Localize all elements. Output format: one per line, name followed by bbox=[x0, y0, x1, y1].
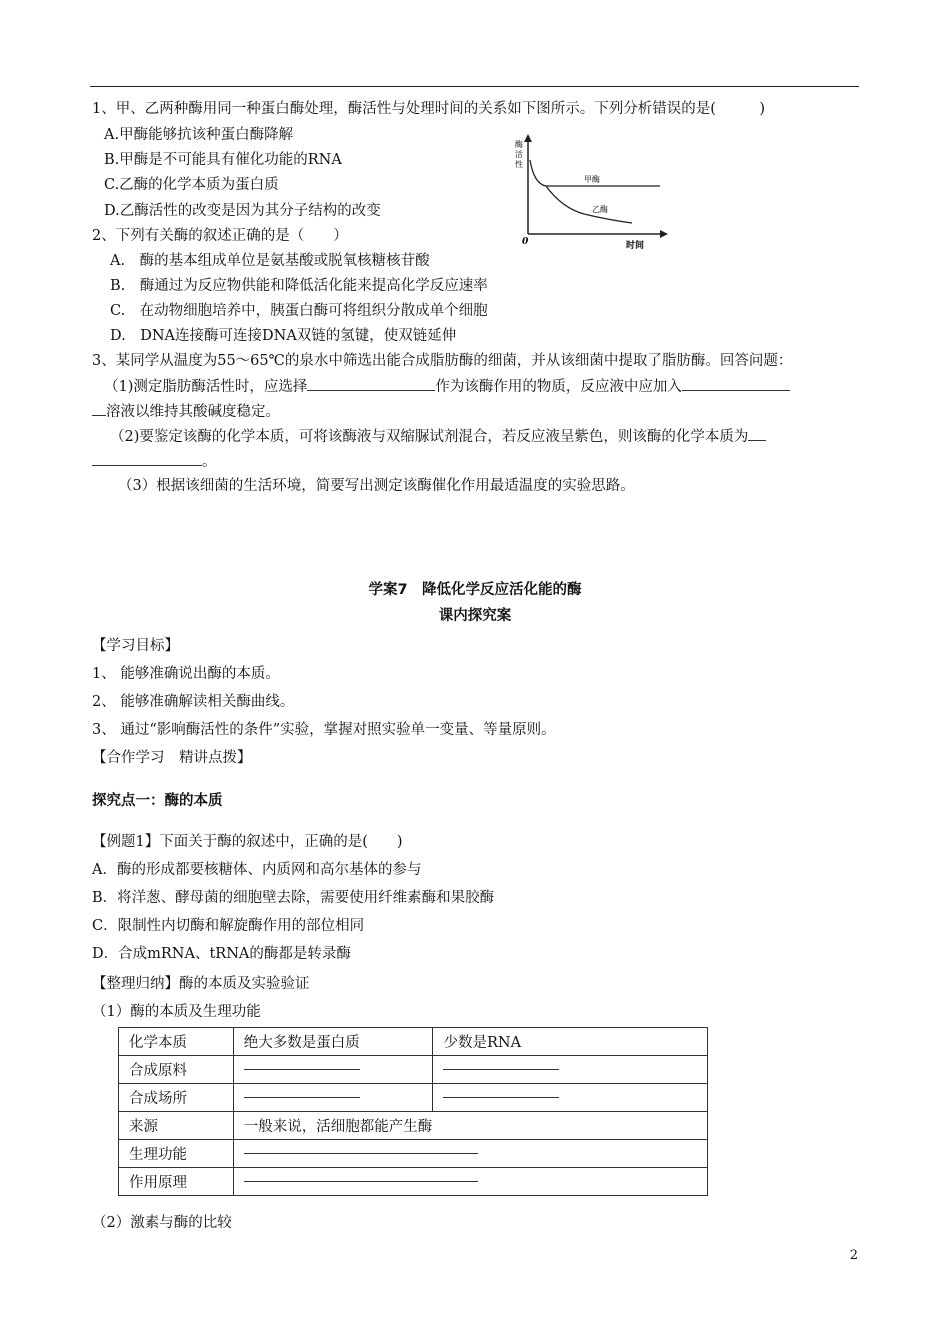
subsection-2: （2）激素与酶的比较 bbox=[92, 1215, 232, 1231]
q2-option-d: D. DNA连接酶可连接DNA双链的氢键，使双链延伸 bbox=[110, 328, 457, 344]
q1-option-b: B.甲酶是不可能具有催化功能的RNA bbox=[104, 152, 342, 168]
blank-line bbox=[443, 1069, 559, 1070]
table-cell: 来源 bbox=[119, 1112, 234, 1140]
q2-stem: 2、下列有关酶的叙述正确的是（ ） bbox=[92, 228, 348, 244]
table-row bbox=[119, 1140, 708, 1168]
example1-option-a: A．酶的形成都要核糖体、内质网和高尔基体的参与 bbox=[92, 862, 422, 878]
q3-part3: （3）根据该细菌的生活环境，简要写出测定该酶催化作用最适温度的实验思路。 bbox=[118, 478, 635, 494]
q1-stem: 1、甲、乙两种酶用同一种蛋白酶处理，酶活性与处理时间的关系如下图所示。下列分析错误的是( ) bbox=[92, 101, 766, 117]
table-cell: 生理功能 bbox=[119, 1140, 234, 1168]
summary-heading: 【整理归纳】酶的本质及实验验证 bbox=[92, 976, 310, 992]
curve-b bbox=[546, 186, 632, 223]
q3-blank-buffer-cont bbox=[92, 401, 106, 416]
subsection-1: （1）酶的本质及生理功能 bbox=[92, 1004, 261, 1020]
q3-part1-text-c: 溶液以维持其酸碱度稳定。 bbox=[106, 404, 280, 420]
table-row bbox=[119, 1084, 708, 1112]
blank-line bbox=[244, 1097, 360, 1098]
example1-option-b: B．将洋葱、酵母菌的细胞壁去除，需要使用纤维素酶和果胶酶 bbox=[92, 890, 495, 906]
point1-heading: 探究点一：酶的本质 bbox=[92, 793, 223, 809]
table-cell-blank bbox=[233, 1168, 707, 1196]
q2-option-b: B. 酶通过为反应物供能和降低活化能来提高化学反应速率 bbox=[110, 278, 488, 294]
table-cell-blank bbox=[433, 1056, 708, 1084]
blank-line bbox=[244, 1069, 360, 1070]
blank-line bbox=[244, 1153, 478, 1154]
q3-blank-buffer bbox=[682, 376, 790, 391]
curve-a-label: 甲酶 bbox=[584, 175, 600, 184]
q2-option-c: C. 在动物细胞培养中，胰蛋白酶可将组织分散成单个细胞 bbox=[110, 303, 488, 319]
table-cell: 作用原理 bbox=[119, 1168, 234, 1196]
example1-stem: 【例题1】下面关于酶的叙述中，正确的是( ) bbox=[92, 834, 403, 850]
table-cell-blank bbox=[233, 1084, 433, 1112]
x-axis-arrow bbox=[660, 230, 668, 238]
table-cell-blank bbox=[233, 1056, 433, 1084]
q1-option-d: D.乙酶活性的改变是因为其分子结构的改变 bbox=[104, 203, 381, 219]
curve-b-label: 乙酶 bbox=[592, 205, 608, 214]
table-cell-blank bbox=[233, 1140, 707, 1168]
coop-heading: 【合作学习 精讲点拨】 bbox=[92, 750, 252, 766]
q2-option-a: A. 酶的基本组成单位是氨基酸或脱氧核糖核苷酸 bbox=[110, 253, 430, 269]
q3-part1-text-b: 作为该酶作用的物质，反应液中应加入 bbox=[435, 379, 682, 395]
table-row bbox=[119, 1056, 708, 1084]
example1-option-d: D．合成mRNA、tRNA的酶都是转录酶 bbox=[92, 946, 351, 962]
q3-part2-line1 bbox=[110, 426, 766, 447]
q1-option-a: A.甲酶能够抗该种蛋白酶降解 bbox=[104, 127, 294, 143]
page-number: 2 bbox=[849, 1248, 858, 1263]
page-title: 学案7 降低化学反应活化能的酶 bbox=[368, 582, 582, 598]
origin-label: 0 bbox=[522, 237, 529, 247]
x-label: 时间 bbox=[626, 241, 645, 251]
q3-part1-line2 bbox=[92, 401, 280, 422]
q3-blank-nature-cont bbox=[92, 451, 202, 466]
enzyme-activity-graph bbox=[514, 130, 674, 252]
q3-part2-text-b: 。 bbox=[202, 454, 217, 470]
blank-line bbox=[443, 1097, 559, 1098]
q3-part2-line2 bbox=[92, 451, 217, 472]
q3-part1-text-a: （1)测定脂肪酶活性时，应选择 bbox=[104, 379, 308, 395]
blank-line bbox=[244, 1181, 478, 1182]
top-rule bbox=[90, 86, 859, 87]
y-axis-arrow bbox=[524, 134, 532, 142]
q1-option-c: C.乙酶的化学本质为蛋白质 bbox=[104, 177, 279, 193]
q3-part1-line1 bbox=[104, 376, 790, 397]
goal-1: 1、 能够准确说出酶的本质。 bbox=[92, 666, 280, 682]
table-cell: 绝大多数是蛋白质 bbox=[233, 1028, 433, 1056]
table-row bbox=[119, 1112, 708, 1140]
goal-3: 3、 通过“影响酶活性的条件”实验，掌握对照实验单一变量、等量原则。 bbox=[92, 722, 556, 738]
enzyme-essence-table bbox=[118, 1027, 708, 1196]
table-cell: 少数是RNA bbox=[433, 1028, 708, 1056]
table-cell: 化学本质 bbox=[119, 1028, 234, 1056]
y-label-1: 酶 bbox=[515, 140, 523, 149]
goal-2: 2、 能够准确解读相关酶曲线。 bbox=[92, 694, 295, 710]
page-subtitle: 课内探究案 bbox=[438, 608, 512, 624]
q3-blank-nature bbox=[748, 426, 766, 441]
q3-blank-substrate bbox=[307, 376, 435, 391]
q3-stem: 3、某同学从温度为55～65℃的泉水中筛选出能合成脂肪酶的细菌，并从该细菌中提取了脂肪酶。回答问题： bbox=[92, 353, 793, 369]
table-cell: 一般来说，活细胞都能产生酶 bbox=[233, 1112, 707, 1140]
y-label-2: 活 bbox=[515, 150, 523, 159]
table-cell: 合成原料 bbox=[119, 1056, 234, 1084]
goals-heading: 【学习目标】 bbox=[92, 638, 179, 654]
table-row bbox=[119, 1028, 708, 1056]
table-row bbox=[119, 1168, 708, 1196]
example1-option-c: C．限制性内切酶和解旋酶作用的部位相同 bbox=[92, 918, 365, 934]
q3-part2-text-a: （2)要鉴定该酶的化学本质，可将该酶液与双缩脲试剂混合，若反应液呈紫色，则该酶的化学本质为 bbox=[110, 429, 749, 445]
y-label-3: 性 bbox=[515, 160, 523, 169]
table-cell: 合成场所 bbox=[119, 1084, 234, 1112]
table-cell-blank bbox=[433, 1084, 708, 1112]
